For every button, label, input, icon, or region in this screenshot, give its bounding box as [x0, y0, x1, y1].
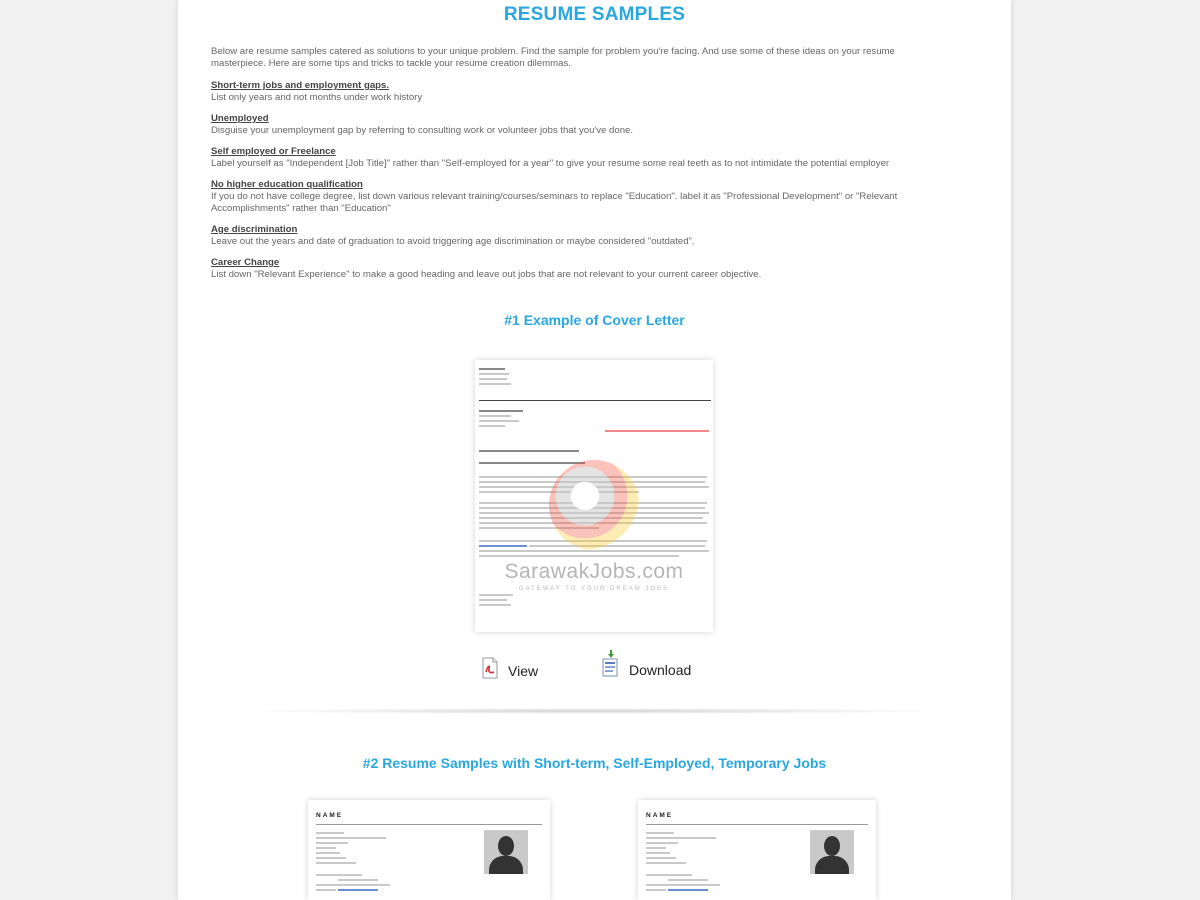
- tip-item: [211, 179, 951, 215]
- tips-list: [211, 80, 951, 290]
- download-button[interactable]: [601, 650, 691, 678]
- section-title-resume-samples: #2 Resume Samples with Short-term, Self-Employed, Temporary Jobs: [362, 755, 827, 771]
- watermark-text: SarawakJobs.com: [504, 560, 684, 583]
- brand-logo-icon: [549, 460, 639, 550]
- tip-heading: No higher education qualification: [211, 179, 363, 190]
- section-divider: [238, 708, 950, 714]
- resume-name: NAME: [316, 812, 344, 819]
- tip-heading: Unemployed: [211, 113, 269, 124]
- resume-name: NAME: [646, 812, 674, 819]
- content-page: [178, 0, 1011, 900]
- tip-heading: Age discrimination: [211, 224, 298, 235]
- tip-heading: Self employed or Freelance: [211, 146, 336, 157]
- tip-item: [211, 146, 951, 170]
- resume-thumbnail[interactable]: [638, 800, 876, 900]
- tip-item: [211, 257, 951, 281]
- view-label: View: [508, 663, 539, 679]
- avatar: [810, 830, 854, 874]
- watermark-tagline: GATEWAY TO YOUR DREAM JOBS: [518, 586, 670, 592]
- tip-body: If you do not have college degree, list down various relevant training/courses/seminars to replace "Education". label it as "Professional Development" or "Relevant Accomplishments" rather than "Education": [211, 191, 898, 214]
- tip-body: Disguise your unemployment gap by referring to consulting work or volunteer jobs that you've done.: [211, 125, 634, 136]
- tip-item: [211, 224, 951, 248]
- tip-heading: Short-term jobs and employment gaps.: [211, 80, 390, 91]
- tip-body: Label yourself as "Independent [Job Title]" rather than "Self-employed for a year" to give your resume some real teeth as to not intimidate the potential employer: [211, 158, 890, 169]
- download-icon: [601, 650, 621, 678]
- section-title-cover-letter: #1 Example of Cover Letter: [504, 312, 685, 328]
- avatar: [484, 830, 528, 874]
- tip-item: [211, 80, 951, 104]
- intro-paragraph: Below are resume samples catered as solutions to your unique problem. Find the sample for problem you're facing. And use some of these ideas on your resume masterpiece. Here are some tips and tricks to tackle your resume creation dilemmas.: [211, 46, 895, 69]
- tip-item: [211, 113, 951, 137]
- view-button[interactable]: [480, 657, 538, 679]
- tip-body: List only years and not months under work history: [211, 92, 423, 103]
- download-label: Download: [629, 662, 692, 678]
- page-title: RESUME SAMPLES: [503, 4, 686, 25]
- tip-body: Leave out the years and date of graduation to avoid triggering age discrimination or maybe considered "outdated".: [211, 236, 695, 247]
- resume-thumbnail[interactable]: [308, 800, 550, 900]
- cover-letter-thumbnail[interactable]: [475, 360, 713, 632]
- tip-body: List down "Relevant Experience" to make a good heading and leave out jobs that are not relevant to your current career objective.: [211, 269, 762, 280]
- pdf-icon: [480, 657, 500, 679]
- tip-heading: Career Change: [211, 257, 280, 268]
